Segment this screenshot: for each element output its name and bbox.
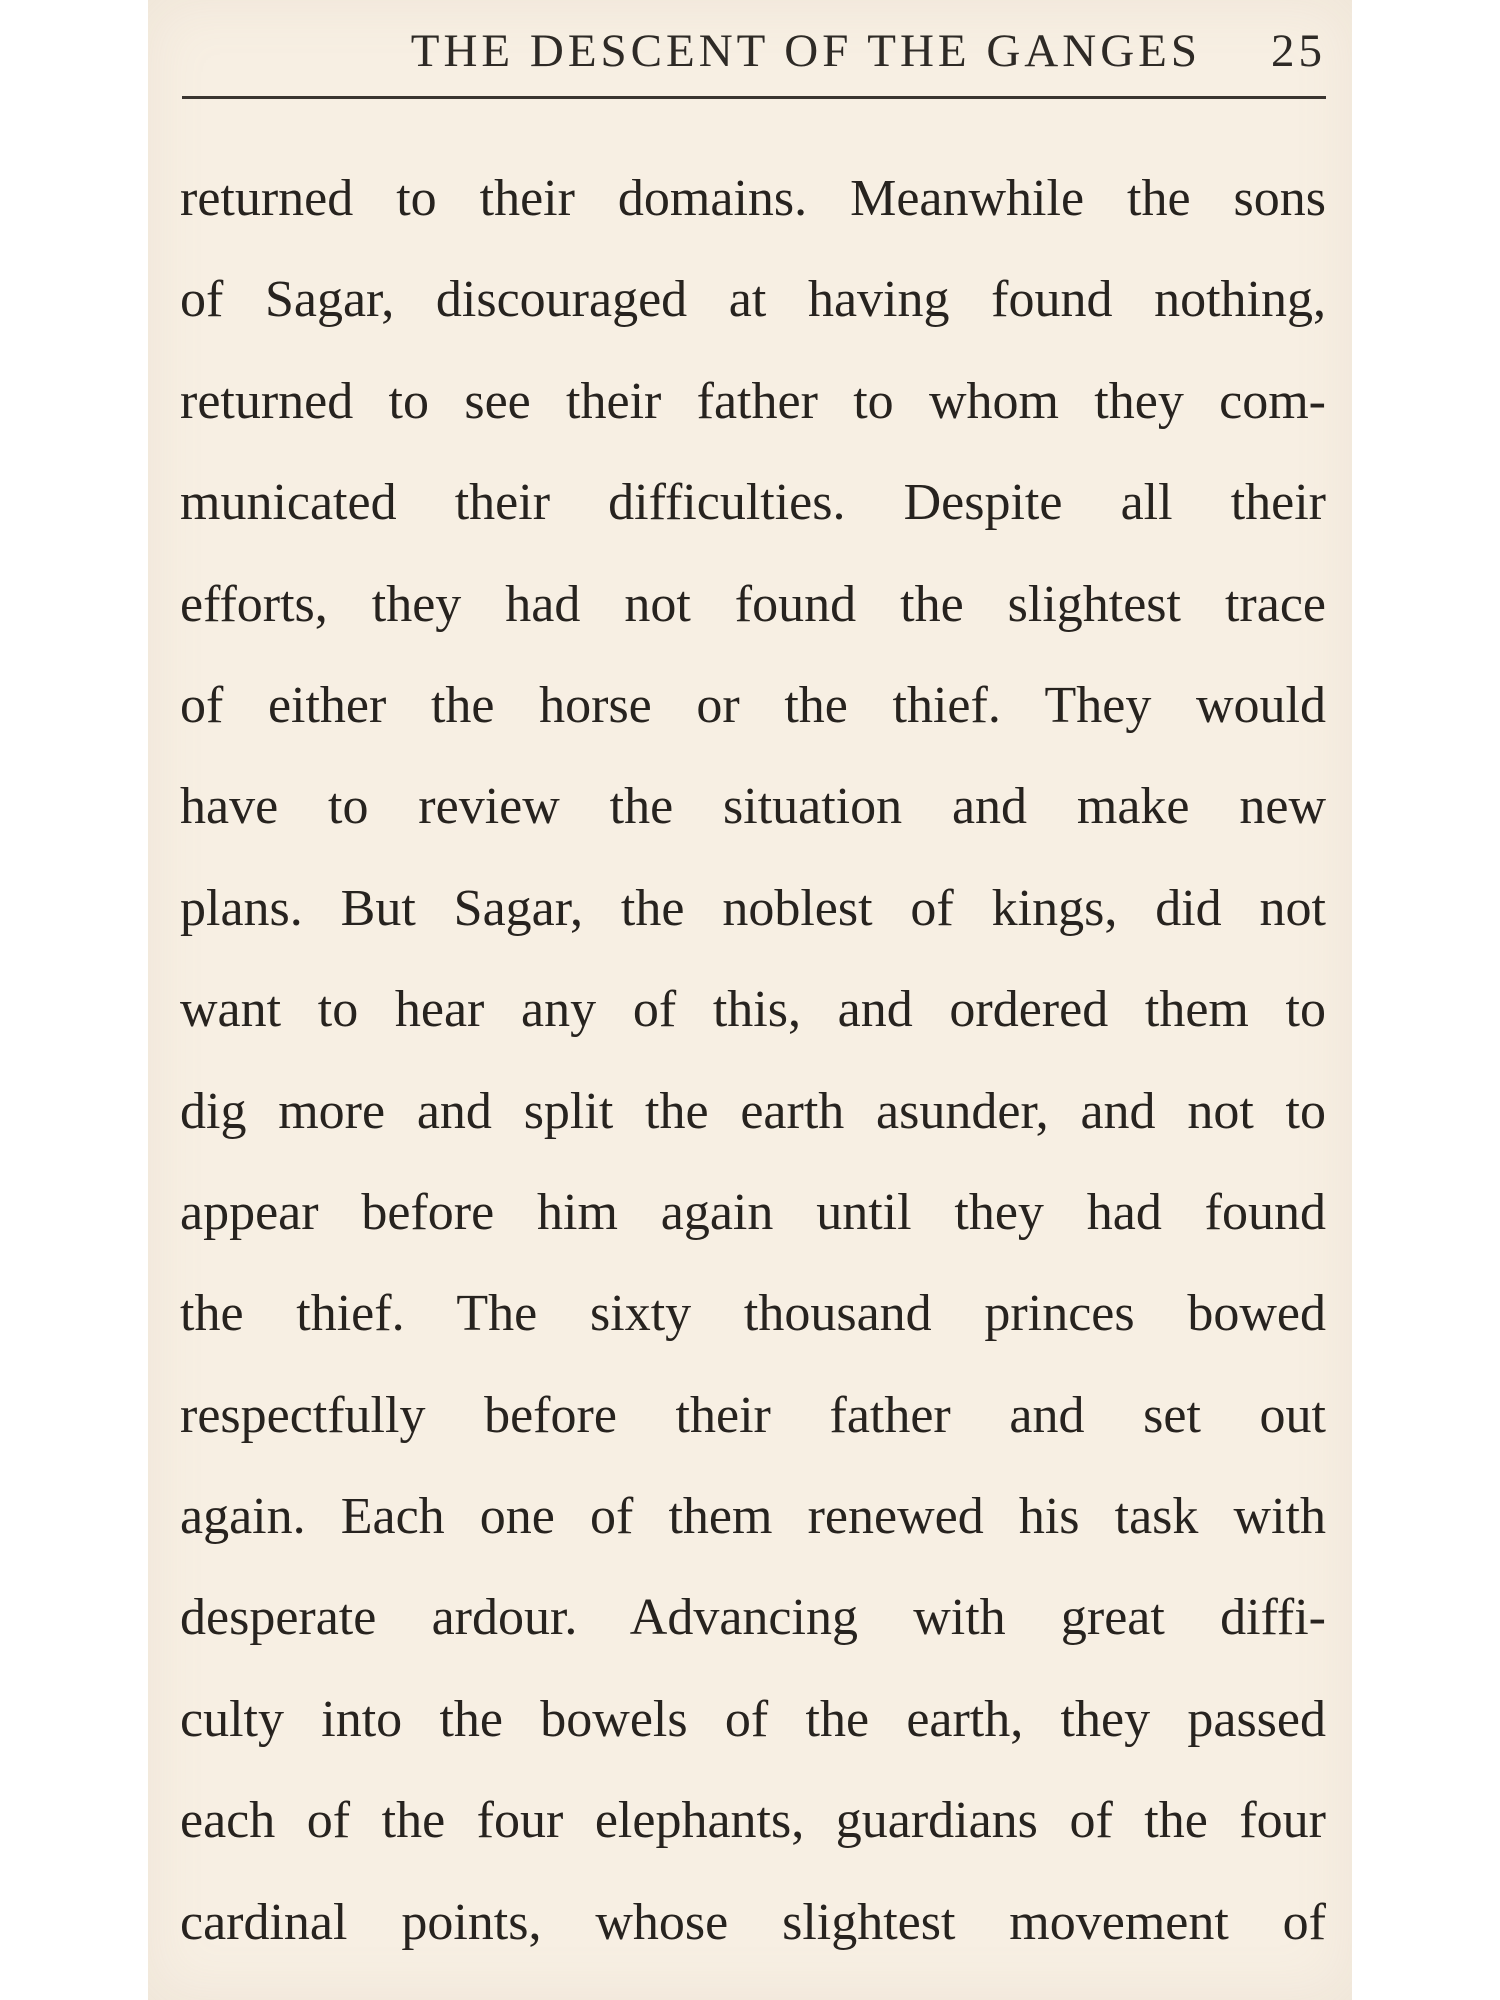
text-line: the thief. The sixty thousand princes bowed — [180, 1285, 1326, 1343]
text-line: dig more and split the earth asunder, and not to — [180, 1082, 1326, 1140]
text-line: cardinal points, whose slightest movement of — [180, 1893, 1326, 1951]
text-line: want to hear any of this, and ordered them to — [180, 981, 1326, 1039]
text-line: have to review the situation and make new — [180, 778, 1326, 836]
text-line: appear before him again until they had found — [180, 1183, 1326, 1241]
text-line: municated their difficulties. Despite all their — [180, 474, 1326, 532]
text-line: again. Each one of them renewed his task with — [180, 1488, 1326, 1546]
header-rule — [182, 96, 1326, 99]
body-text — [180, 148, 1326, 1973]
text-line: respectfully before their father and set out — [180, 1386, 1326, 1444]
text-line: returned to their domains. Meanwhile the sons — [180, 170, 1326, 227]
page-number: 25 — [1271, 25, 1326, 77]
text-line: each of the four elephants, guardians of the four — [180, 1792, 1326, 1850]
running-header — [184, 18, 1326, 84]
chapter-title: THE DESCENT OF THE GANGES — [410, 25, 1201, 77]
text-line: of either the horse or the thief. They would — [180, 676, 1326, 734]
text-line: desperate ardour. Advancing with great diffi- — [180, 1589, 1326, 1647]
text-line: plans. But Sagar, the noblest of kings, did not — [180, 879, 1326, 937]
text-line: culty into the bowels of the earth, they passed — [180, 1690, 1326, 1748]
text-line: of Sagar, discouraged at having found nothing, — [180, 271, 1326, 329]
text-line: returned to see their father to whom they com- — [180, 372, 1326, 430]
book-page — [148, 0, 1352, 2000]
text-line: efforts, they had not found the slightest trace — [180, 575, 1326, 633]
